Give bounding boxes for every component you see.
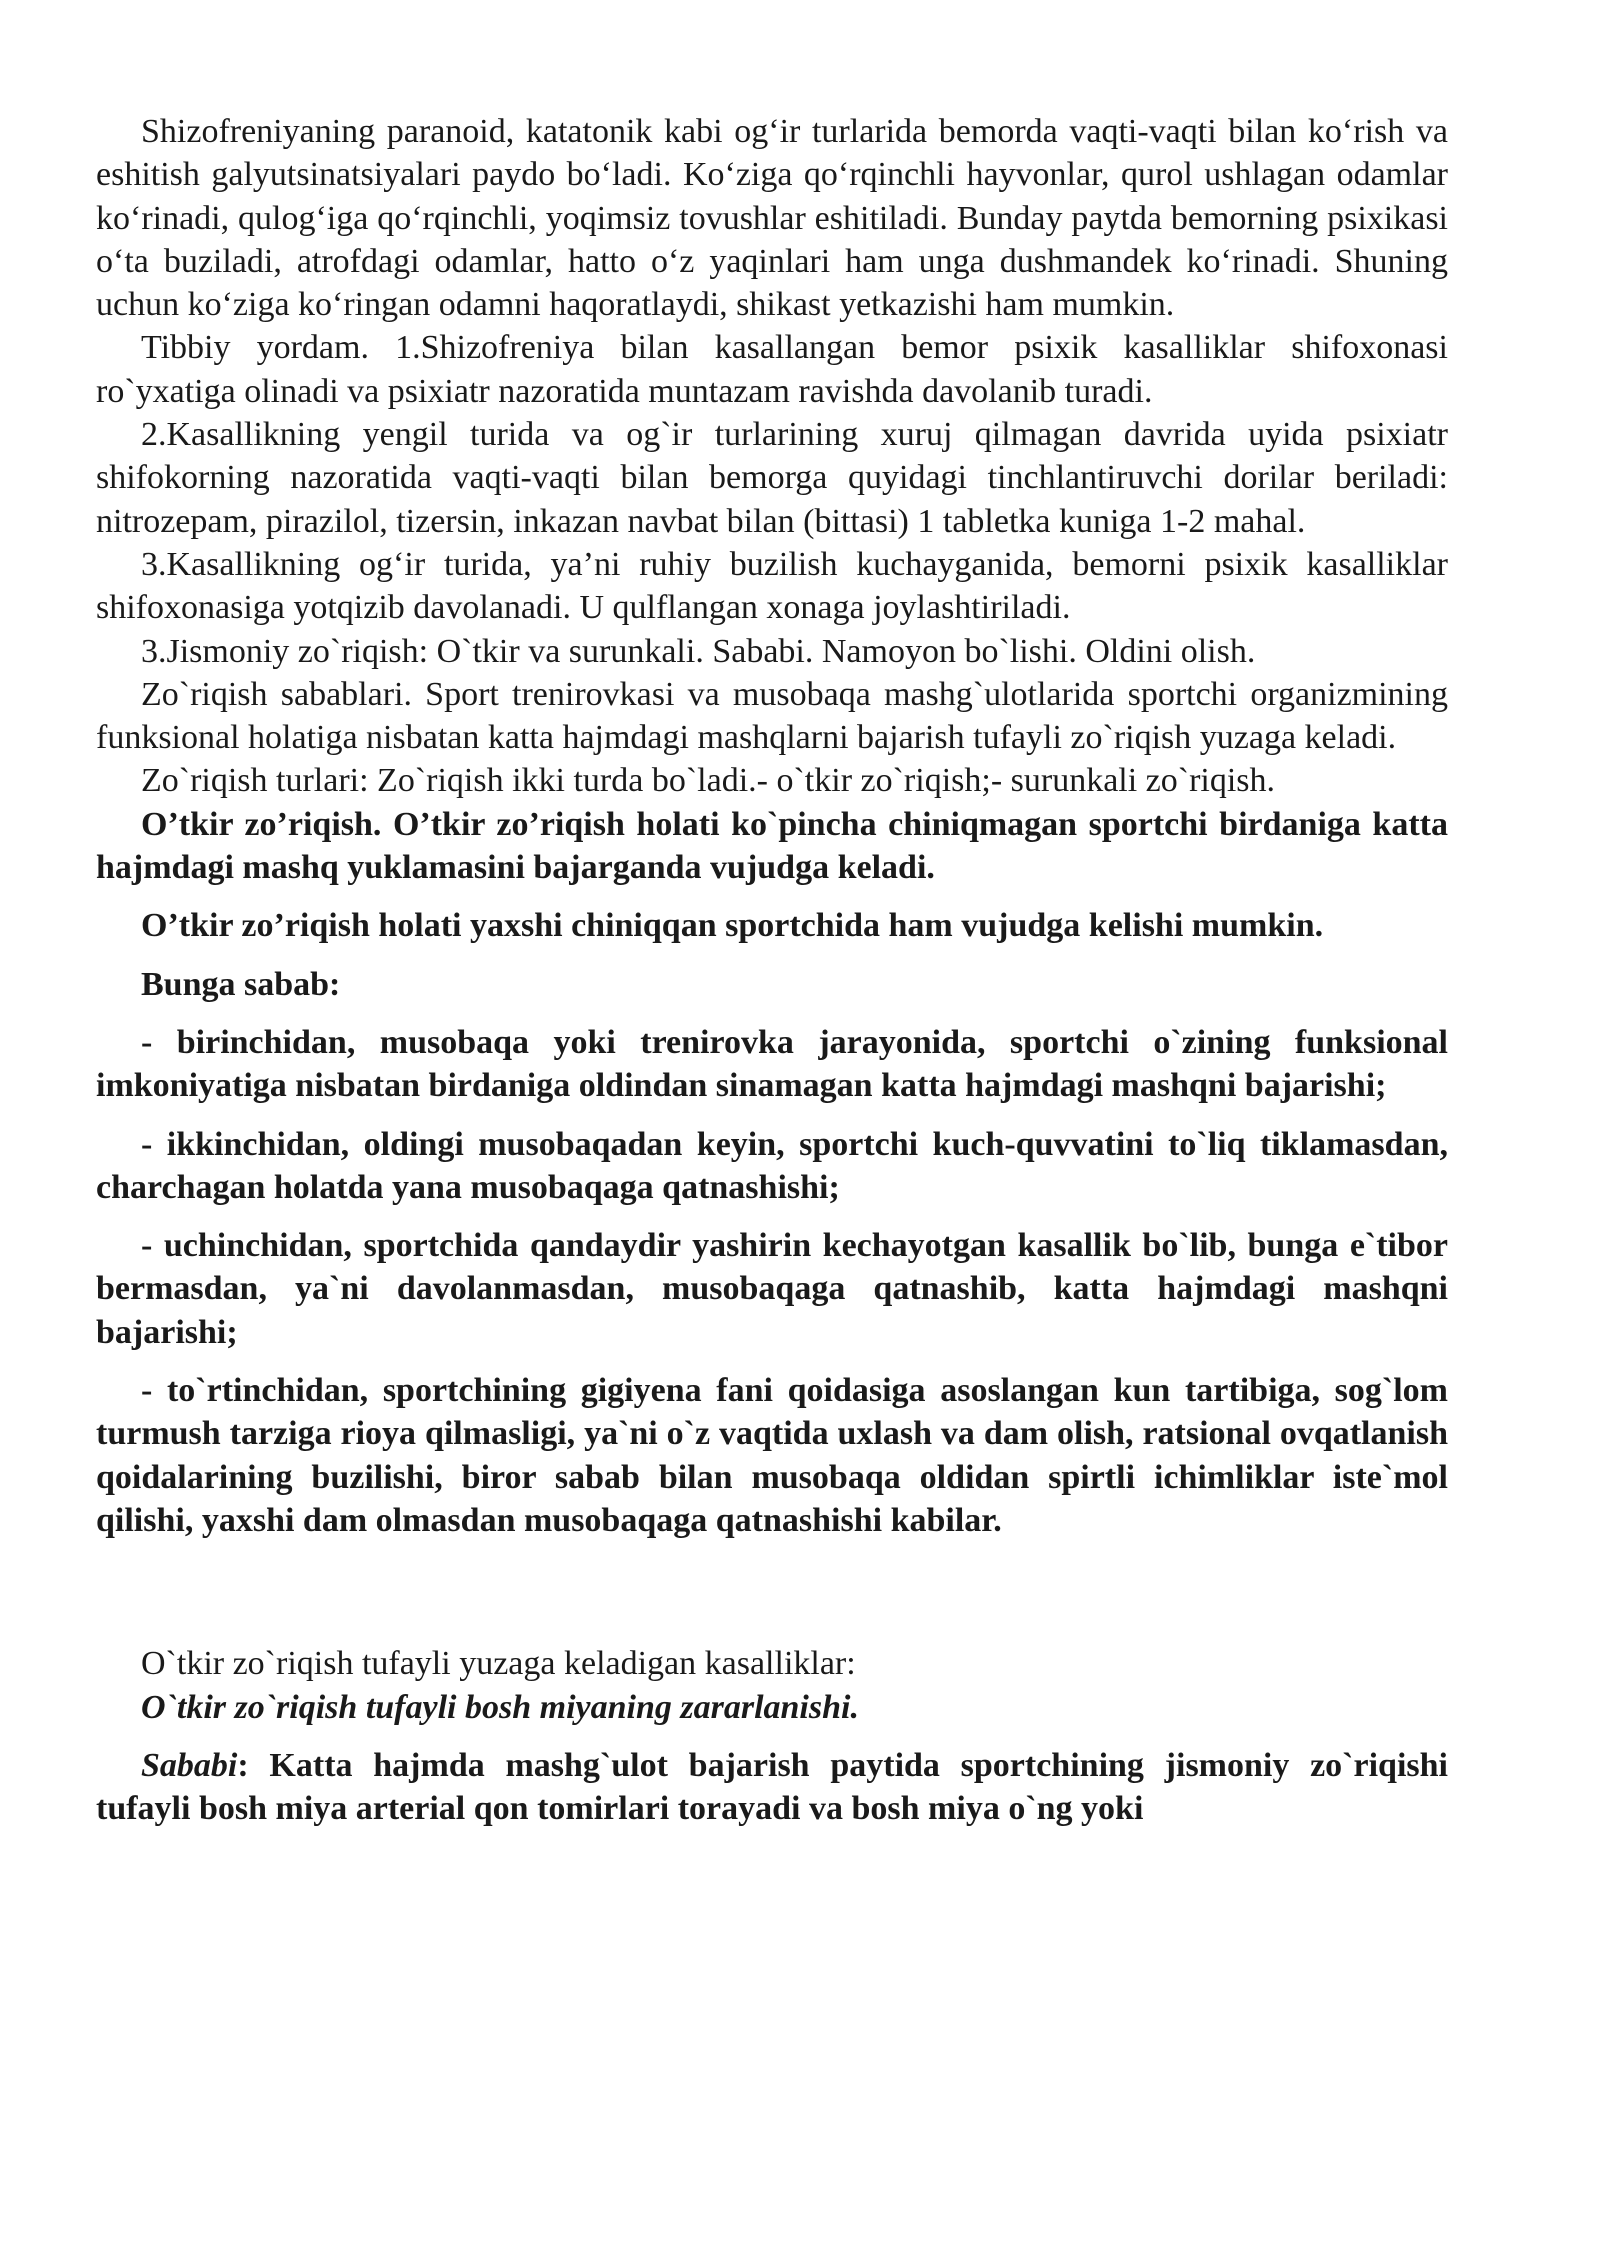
cause-label: Sababi xyxy=(141,1746,238,1784)
cause-colon: : xyxy=(237,1746,249,1784)
list-item-second: - ikkinchidan, oldingi musobaqadan keyin, sportchi kuch-quvvatini to`liq tiklamasdan, charchagan holatda yana musobaqaga qatnashishi; xyxy=(96,1125,1448,1206)
cause-text: Katta hajmda mashg`ulot bajarish paytida sportchining jismoniy zo`riqishi tufayli bosh miya arterial qon tomirlari torayadi va bosh miya o`ng yoki xyxy=(96,1746,1448,1828)
paragraph-strain-types: Zo`riqish turlari: Zo`riqish ikki turda bo`ladi.- o`tkir zo`riqish;- surunkali zo`riqish. xyxy=(141,762,1276,800)
paragraph-mild-treatment: 2.Kasallikning yengil turida va og`ir turlarining xuruj qilmagan davrida uyida psixiatr shifokorning nazoratida vaqti-vaqti bilan bemorga quyidagi tinchlantiruvchi dorilar beriladi: nitrozepam, pirazilol, tizersin, inkazan navbat bilan (bittasi) 1 tabletka kuniga 1-2 mahal. xyxy=(96,416,1448,540)
paragraph-diseases-heading: O`tkir zo`riqish tufayli yuzaga keladigan kasalliklar: xyxy=(141,1645,856,1683)
paragraph-medical-help: Tibbiy yordam. 1.Shizofreniya bilan kasallangan bemor psixik kasalliklar shifoxonasi ro`yxatiga olinadi va psixiatr nazoratida muntazam ravishda davolanib turadi. xyxy=(96,329,1448,410)
list-item-third: - uchinchidan, sportchida qandaydir yashirin kechayotgan kasallik bo`lib, bunga e`tibor bermasdan, ya`ni davolanmasdan, musobaqaga qatnashib, katta hajmdagi mashqni bajarishi; xyxy=(96,1227,1448,1351)
section-heading-physical-strain: 3.Jismoniy zo`riqish: O`tkir va surunkali. Sababi. Namoyon bo`lishi. Oldini olish. xyxy=(141,632,1256,670)
list-item-first: - birinchidan, musobaqa yoki trenirovka jarayonida, sportchi o`zining funksional imkoniyatiga nisbatan birdaniga oldindan sinamagan katta hajmdagi mashqni bajarishi; xyxy=(96,1023,1448,1105)
document-page xyxy=(96,110,1448,1830)
paragraph-severe-treatment: 3.Kasallikning og‘ir turida, ya’ni ruhiy buzilish kuchayganida, bemorni psixik kasalliklar shifoxonasiga yotqizib davolanadi. U qulflangan xonaga joylashtiriladi. xyxy=(96,545,1448,627)
paragraph-hallucinations: Shizofreniyaning paranoid, katatonik kabi og‘ir turlarida bemorda vaqti-vaqti bilan ko‘rish va eshitish galyutsinatsiyalari paydo bo‘ladi. Ko‘ziga qo‘rqinchli hayvonlar, qurol ushlagan odamlar ko‘rinadi, qulog‘iga qo‘rqinchli, yoqimsiz tovushlar eshitiladi. Bunday paytda bemorning psixikasi o‘ta buziladi, atrofdagi odamlar, hatto o‘z yaqinlari ham unga dushmandek ko‘rinadi. Shuning uchun ko‘ziga ko‘ringan odamni haqoratlaydi, shikast yetkazishi ham mumkin. xyxy=(96,113,1448,324)
paragraph-reason-heading: Bunga sabab: xyxy=(141,965,341,1003)
paragraph-strain-causes: Zo`riqish sabablari. Sport trenirovkasi va musobaqa mashg`ulotlarida sportchi organizmining funksional holatiga nisbatan katta hajmdagi mashqlarni bajarish tufayli zo`riqish yuzaga keladi. xyxy=(96,675,1448,757)
paragraph-acute-strain-trained: O’tkir zo’riqish holati yaxshi chiniqqan sportchida ham vujudga kelishi mumkin. xyxy=(141,907,1324,945)
list-item-fourth: - to`rtinchidan, sportchining gigiyena fani qoidasiga asoslangan kun tartibiga, sog`lom turmush tarziga rioya qilmasligi, ya`ni o`z vaqtida uxlash va dam olish, ratsional ovqatlanish qoidalarining buzilishi, biror sabab bilan musobaqa oldidan spirtli ichimliklar iste`mol qilishi, yaxshi dam olmasdan musobaqaga qatnashishi kabilar. xyxy=(96,1372,1448,1539)
paragraph-cause xyxy=(96,1744,1448,1831)
subheading-brain-damage: O`tkir zo`riqish tufayli bosh miyaning zararlanishi. xyxy=(141,1688,859,1726)
paragraph-acute-strain: O’tkir zo’riqish. O’tkir zo’riqish holati ko`pincha chiniqmagan sportchi birdaniga katta hajmdagi mashq yuklamasini bajarganda vujudga keladi. xyxy=(96,805,1448,887)
